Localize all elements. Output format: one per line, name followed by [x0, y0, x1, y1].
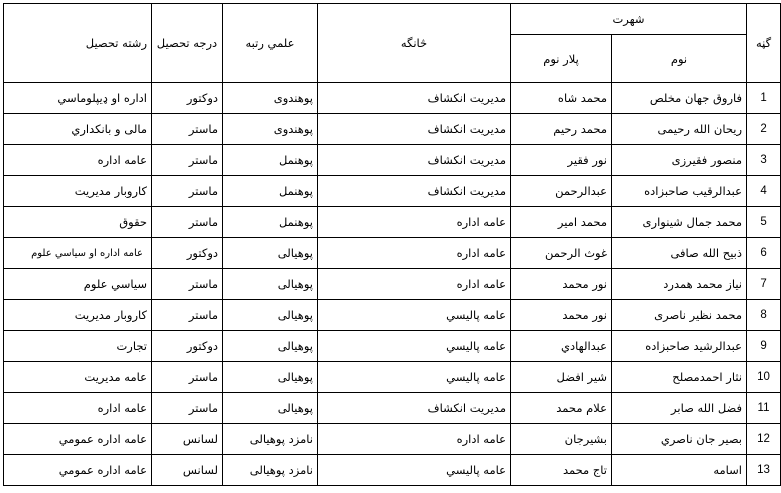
cell-unit: مدیریت انکشاف: [318, 83, 511, 114]
header-field: رشته تحصیل: [4, 4, 152, 83]
cell-name: عبدالرقیب صاحبزاده: [612, 176, 747, 207]
row-number: 4: [747, 176, 781, 207]
cell-father-name: محمد رحیم: [511, 114, 612, 145]
header-degree: درجه تحصیل: [152, 4, 223, 83]
cell-name: محمد نظیر ناصری: [612, 300, 747, 331]
cell-field: مالی و بانکداري: [4, 114, 152, 145]
header-unit: څانگه: [318, 4, 511, 83]
cell-father-name: نور فقیر: [511, 145, 612, 176]
header-academic-rank: علمي رتبه: [223, 4, 318, 83]
cell-name: منصور فقیرزی: [612, 145, 747, 176]
cell-unit: عامه پالیسي: [318, 455, 511, 486]
cell-name: فضل الله صابر: [612, 393, 747, 424]
cell-name: نثار احمدمصلح: [612, 362, 747, 393]
table-row: [4, 300, 781, 331]
cell-unit: عامه پالیسي: [318, 362, 511, 393]
cell-name: ذبیح الله صافی: [612, 238, 747, 269]
cell-unit: مدیریت انکشاف: [318, 176, 511, 207]
cell-name: عبدالرشید صاحبزاده: [612, 331, 747, 362]
row-number: 13: [747, 455, 781, 486]
cell-degree: ماستر: [152, 114, 223, 145]
cell-unit: عامه اداره: [318, 269, 511, 300]
cell-academic-rank: پوهیالی: [223, 300, 318, 331]
cell-academic-rank: پوهندوی: [223, 83, 318, 114]
cell-unit: عامه اداره: [318, 238, 511, 269]
cell-degree: دوکتور: [152, 83, 223, 114]
cell-degree: ماستر: [152, 176, 223, 207]
cell-father-name: نور محمد: [511, 269, 612, 300]
cell-degree: ماستر: [152, 207, 223, 238]
header-name: نوم: [612, 35, 747, 83]
cell-degree: ماستر: [152, 362, 223, 393]
table-body: [4, 83, 781, 486]
table-row: [4, 145, 781, 176]
cell-father-name: عبدالهادي: [511, 331, 612, 362]
cell-field: کاروبار مدیریت: [4, 176, 152, 207]
row-number: 8: [747, 300, 781, 331]
cell-degree: ماستر: [152, 269, 223, 300]
cell-unit: عامه پالیسي: [318, 331, 511, 362]
table-row: [4, 207, 781, 238]
cell-father-name: غوث الرحمن: [511, 238, 612, 269]
cell-field: عامه اداره او سیاسي علوم: [4, 238, 152, 269]
table-row: [4, 238, 781, 269]
cell-unit: مدیریت انکشاف: [318, 393, 511, 424]
cell-academic-rank: پوهیالی: [223, 331, 318, 362]
cell-degree: ماستر: [152, 393, 223, 424]
cell-degree: ماستر: [152, 300, 223, 331]
table-row: [4, 424, 781, 455]
cell-field: عامه اداره عمومي: [4, 424, 152, 455]
cell-name: محمد جمال شینواری: [612, 207, 747, 238]
cell-unit: عامه اداره: [318, 207, 511, 238]
cell-academic-rank: پوهنمل: [223, 145, 318, 176]
cell-name: نیاز محمد همدرد: [612, 269, 747, 300]
cell-father-name: محمد امیر: [511, 207, 612, 238]
cell-unit: مدیریت انکشاف: [318, 114, 511, 145]
header-number: گڼه: [747, 4, 781, 83]
cell-field: عامه اداره: [4, 393, 152, 424]
cell-father-name: بشیرجان: [511, 424, 612, 455]
row-number: 2: [747, 114, 781, 145]
table-row: [4, 176, 781, 207]
cell-academic-rank: پوهیالی: [223, 362, 318, 393]
header-row-top: [4, 4, 781, 35]
table-row: [4, 83, 781, 114]
cell-degree: لسانس: [152, 455, 223, 486]
cell-field: عامه مدیریت: [4, 362, 152, 393]
cell-field: اداره او ډیپلوماسي: [4, 83, 152, 114]
cell-unit: عامه پالیسي: [318, 300, 511, 331]
cell-father-name: محمد شاه: [511, 83, 612, 114]
cell-academic-rank: پوهیالی: [223, 269, 318, 300]
cell-name: ریحان الله رحیمی: [612, 114, 747, 145]
table-row: [4, 269, 781, 300]
cell-name: فاروق جهان مخلص: [612, 83, 747, 114]
row-number: 6: [747, 238, 781, 269]
cell-name: اسامه: [612, 455, 747, 486]
table-row: [4, 455, 781, 486]
cell-field: کاروبار مدیریت: [4, 300, 152, 331]
row-number: 1: [747, 83, 781, 114]
cell-field: عامه اداره: [4, 145, 152, 176]
table-row: [4, 114, 781, 145]
table-row: [4, 393, 781, 424]
cell-academic-rank: پوهنمل: [223, 207, 318, 238]
cell-father-name: عبدالرحمن: [511, 176, 612, 207]
cell-unit: عامه اداره: [318, 424, 511, 455]
cell-father-name: شیر افضل: [511, 362, 612, 393]
cell-degree: لسانس: [152, 424, 223, 455]
cell-field: عامه اداره عمومي: [4, 455, 152, 486]
cell-degree: ماستر: [152, 145, 223, 176]
cell-academic-rank: پوهندوی: [223, 114, 318, 145]
table-row: [4, 331, 781, 362]
cell-field: سیاسي علوم: [4, 269, 152, 300]
cell-academic-rank: پوهیالی: [223, 238, 318, 269]
cell-academic-rank: پوهیالی: [223, 393, 318, 424]
cell-father-name: تاج محمد: [511, 455, 612, 486]
row-number: 9: [747, 331, 781, 362]
cell-degree: دوکتور: [152, 331, 223, 362]
cell-field: تجارت: [4, 331, 152, 362]
row-number: 7: [747, 269, 781, 300]
cell-father-name: نور محمد: [511, 300, 612, 331]
cell-unit: مدیریت انکشاف: [318, 145, 511, 176]
table-row: [4, 362, 781, 393]
row-number: 10: [747, 362, 781, 393]
staff-document: [3, 3, 772, 490]
row-number: 12: [747, 424, 781, 455]
cell-name: بصیر جان ناصري: [612, 424, 747, 455]
row-number: 5: [747, 207, 781, 238]
row-number: 3: [747, 145, 781, 176]
cell-father-name: علام محمد: [511, 393, 612, 424]
cell-degree: دوکتور: [152, 238, 223, 269]
staff-table: [3, 3, 781, 486]
cell-academic-rank: پوهنمل: [223, 176, 318, 207]
header-father-name: پلار نوم: [511, 35, 612, 83]
row-number: 11: [747, 393, 781, 424]
cell-academic-rank: نامزد پوهیالی: [223, 455, 318, 486]
header-identity: شهرت: [511, 4, 747, 35]
cell-field: حقوق: [4, 207, 152, 238]
cell-academic-rank: نامزد پوهیالی: [223, 424, 318, 455]
